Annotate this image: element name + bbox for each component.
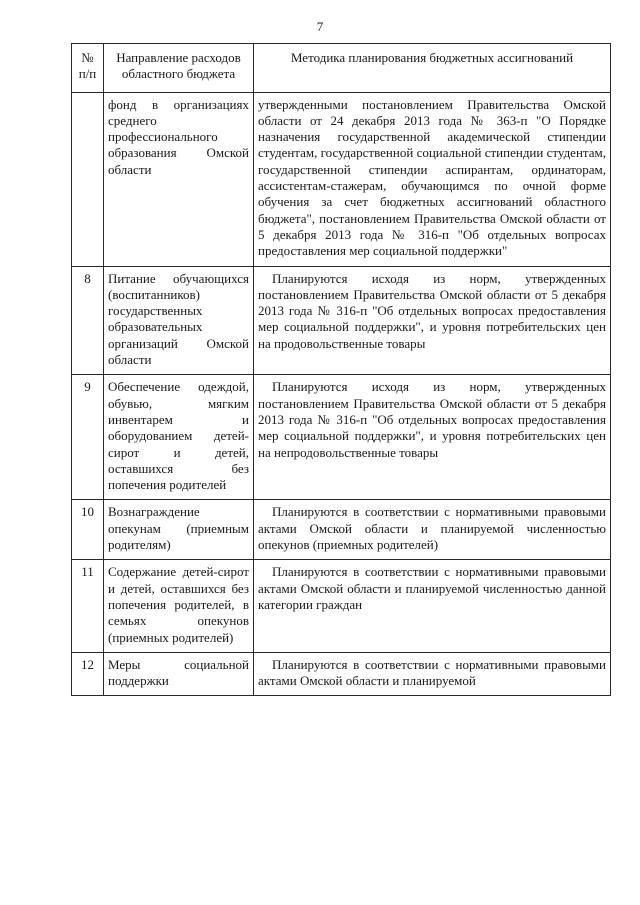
row-methodology-text: Планируются в соответствии с нормативными правовыми актами Омской области и планируемой численностью данной категории граждан	[258, 564, 606, 612]
header-direction: Направление расходов областного бюджета	[104, 44, 254, 93]
row-direction: Меры социальной поддержки	[104, 652, 254, 696]
row-direction: Содержание детей-сирот и детей, оставшихся без попечения родителей, в семьях опекунов (приемных родителей)	[104, 560, 254, 652]
row-num: 11	[72, 560, 104, 652]
row-num: 8	[72, 266, 104, 375]
row-methodology	[254, 652, 611, 696]
row-methodology-text: Планируются в соответствии с нормативными правовыми актами Омской области и планируемой	[258, 656, 606, 689]
table-row	[72, 92, 611, 266]
page-number: 7	[316, 19, 324, 34]
table-row	[72, 375, 611, 500]
row-methodology-text: Планируются исходя из норм, утвержденных постановлением Правительства Омской области от 5 декабря 2013 года № 316-п "Об отдельных вопросах предоставления мер социальной поддержки", и уровня потребительских цен на непродовольственные товары	[258, 379, 606, 460]
header-methodology: Методика планирования бюджетных ассигнований	[254, 44, 611, 93]
row-num: 9	[72, 375, 104, 500]
row-num	[72, 92, 104, 266]
table-row	[72, 652, 611, 696]
row-direction: фонд в организациях среднего профессионального образования Омской области	[104, 92, 254, 266]
row-methodology	[254, 500, 611, 560]
row-methodology-text: Планируются исходя из норм, утвержденных постановлением Правительства Омской области от 5 декабря 2013 года № 316-п "Об отдельных вопросах предоставления мер социальной поддержки", и уровня потребительских цен на продовольственные товары	[258, 270, 606, 351]
row-direction: Питание обучающихся (воспитанников) государственных образовательных организаций Омской области	[104, 266, 254, 375]
row-methodology	[254, 266, 611, 375]
row-direction: Вознаграждение опекунам (приемным родителям)	[104, 500, 254, 560]
row-direction: Обеспечение одеждой, обувью, мягким инвентарем и оборудованием детей-сирот и детей, оставшихся без попечения родителей	[104, 375, 254, 500]
row-methodology	[254, 375, 611, 500]
budget-methodology-table	[71, 43, 611, 696]
table-row	[72, 500, 611, 560]
row-methodology	[254, 560, 611, 652]
row-methodology: утвержденными постановлением Правительства Омской области от 24 декабря 2013 года № 363-п "О Порядке назначения государственной академической стипендии студентам, государственной социальной стипендии студентам, государственной стипендии аспирантам, ординаторам, ассистентам-стажерам, обучающимся по очной форме обучения за счет бюджетных ассигнований областного бюджета", постановлением Правительства Омской области от 5 декабря 2013 года № 316-п "Об отдельных вопросах предоставления мер социальной поддержки"	[254, 92, 611, 266]
header-num: № п/п	[72, 44, 104, 93]
row-num: 12	[72, 652, 104, 696]
table-row	[72, 266, 611, 375]
table-row	[72, 560, 611, 652]
table-header-row	[72, 44, 611, 93]
row-num: 10	[72, 500, 104, 560]
row-methodology-text: Планируются в соответствии с нормативными правовыми актами Омской области и планируемой численностью опекунов (приемных родителей)	[258, 504, 606, 553]
